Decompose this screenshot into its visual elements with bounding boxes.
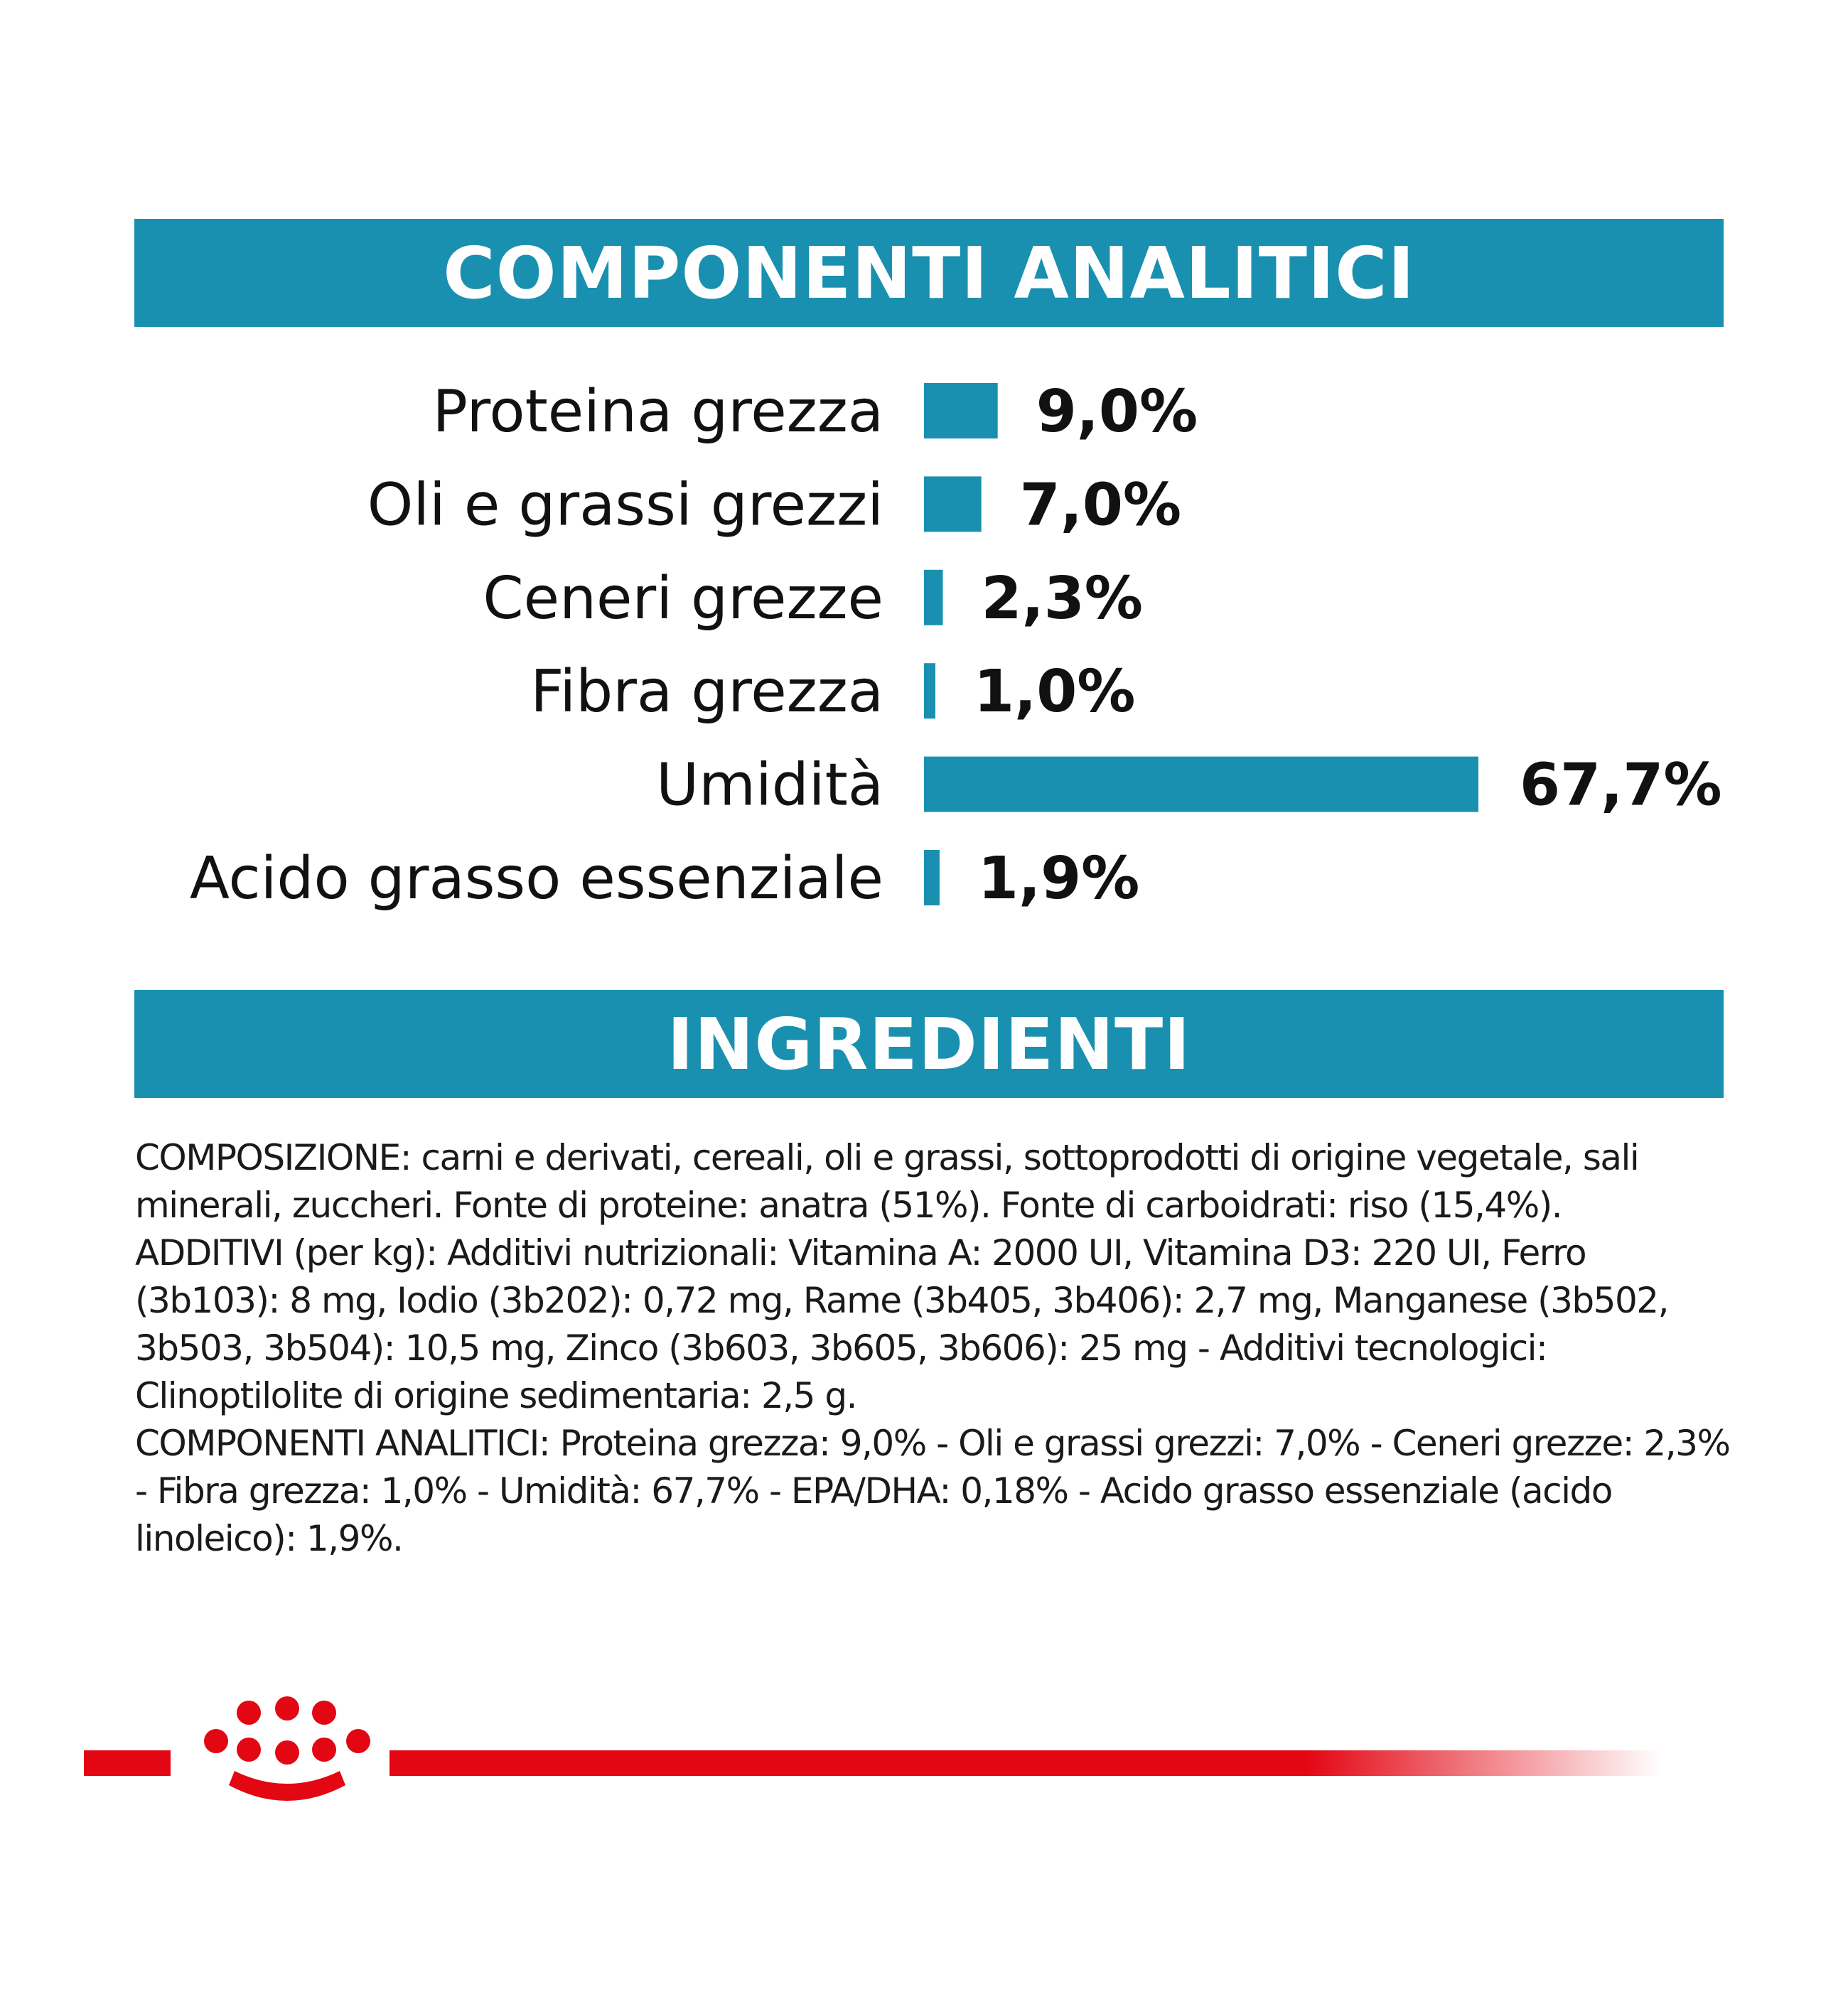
- brand-logo-bar: [0, 1677, 1848, 1819]
- bar-acido-grasso-essenziale: [924, 850, 940, 905]
- value-label-proteina-grezza: 9,0%: [1036, 378, 1198, 446]
- value-label-acido-grasso-essenziale: 1,9%: [977, 845, 1140, 912]
- bar-fibra-grezza: [924, 663, 935, 718]
- analytical-components-bar-chart: [0, 0, 1848, 952]
- bar-proteina-grezza: [924, 383, 998, 438]
- category-label-proteina-grezza: Proteina grezza: [432, 378, 883, 446]
- value-label-ceneri-grezze: 2,3%: [981, 564, 1143, 632]
- category-label-umidita: Umidità: [656, 751, 883, 819]
- bar-umidita: [924, 757, 1478, 812]
- brand-line-left: [84, 1750, 171, 1776]
- value-label-fibra-grezza: 1,0%: [974, 658, 1136, 726]
- ingredients-text: [135, 1134, 1734, 1563]
- category-label-acido-grasso-essenziale: Acido grasso essenziale: [189, 845, 883, 912]
- bar-oli-e-grassi-grezzi: [924, 476, 982, 532]
- category-label-oli-e-grassi-grezzi: Oli e grassi grezzi: [367, 471, 883, 539]
- value-label-umidita: 67,7%: [1520, 751, 1722, 819]
- section-title-ingredienti: INGREDIENTI: [134, 990, 1724, 1098]
- brand-line-right: [390, 1750, 1662, 1776]
- category-label-ceneri-grezze: Ceneri grezze: [483, 564, 883, 632]
- ingredients-paragraph-additivi: ADDITIVI (per kg): Additivi nutrizionali: Vitamina A: 2000 UI, Vitamina D3: 220 UI, Ferro (3b103): 8 mg, Iodio (3b202): 0,72 mg, Rame (3b405, 3b406): 2,7 mg, Manganese (3b502, 3b503, 3b504): 10,5 mg, Zinco (3b603, 3b605, 3b606): 25 mg - Additivi tecnologici: Clinoptilolite di origine sedimentaria: 2,5 g.: [135, 1232, 1668, 1416]
- value-label-oli-e-grassi-grezzi: 7,0%: [1019, 471, 1182, 539]
- ingredients-paragraph-componenti: COMPONENTI ANALITICI: Proteina grezza: 9,0% - Oli e grassi grezzi: 7,0% - Ceneri grezze: 2,3% - Fibra grezza: 1,0% - Umidità: 67,7% - EPA/DHA: 0,18% - Acido grasso essenziale (acido linoleico): 1,9%.: [135, 1423, 1730, 1559]
- section-title-componenti-analitici: COMPONENTI ANALITICI: [134, 219, 1724, 327]
- bar-ceneri-grezze: [924, 570, 942, 625]
- category-label-fibra-grezza: Fibra grezza: [530, 658, 883, 726]
- ingredients-paragraph-composizione: COMPOSIZIONE: carni e derivati, cereali, oli e grassi, sottoprodotti di origine vegetale, sali minerali, zuccheri. Fonte di proteine: anatra (51%). Fonte di carboidrati: riso (15,4%).: [135, 1137, 1639, 1226]
- royal-crown-icon: [204, 1696, 370, 1801]
